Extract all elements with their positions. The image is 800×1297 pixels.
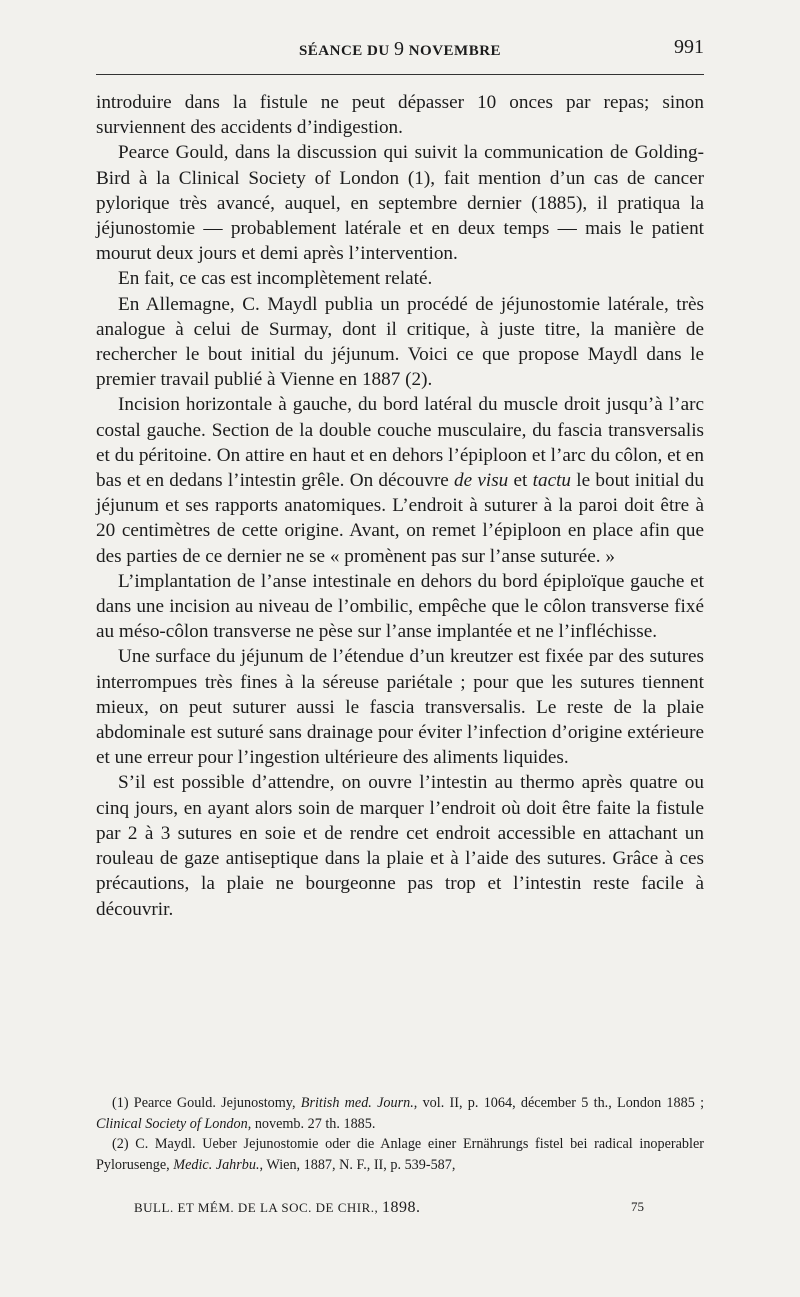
- footnote-1-part-a: (1) Pearce Gould. Jejunostomy,: [112, 1095, 301, 1111]
- paragraph-5-part-a: Incision horizontale à gauche, du bord latéral du muscle droit jusqu’à l’arc costal gauche. Section de la double couche musculaire, du fascia transversalis et du péritoine. On attire en haut et en dehors l’épiploon et l’arc du côlon, et en bas et en dedans l’intestin grêle. On découvre: [96, 394, 704, 492]
- footnotes: [96, 1093, 704, 1175]
- paragraph-5: [96, 392, 704, 568]
- paragraph-4: En Allemagne, C. Maydl publia un procédé de jéjunostomie latérale, très analogue à celui de Surmay, dont il critique, à juste titre, la manière de rechercher le bout initial du jéjunum. Voici ce que propose Maydl dans le premier travail publié à Vienne en 1887 (2).: [96, 293, 704, 391]
- footnote-2-part-a: (2) C. Maydl. Ueber Jejunostomie oder die Anlage einer Ernährungs fistel bei radical inoperabler Pylorusenge,: [96, 1136, 704, 1173]
- paragraph-5-part-c: le bout initial du jéjunum et ses rapports anatomiques. L’endroit à suturer à la paroi doit être à 20 centimètres de cette origine. Avant, on remet l’épiploon en place afin que des parties de ce dernier ne se « promènent pas sur l’anse suturée. »: [96, 470, 704, 567]
- header-title-suffix: NOVEMBRE: [404, 43, 502, 59]
- footnote-2-medic-jahrbu: Medic. Jahrbu.: [173, 1156, 260, 1173]
- header-title-day: 9: [393, 38, 405, 60]
- footer-journal: [134, 1199, 421, 1217]
- footnote-2-part-b: , Wien, 1887, N. F., II, p. 539-587,: [259, 1156, 456, 1173]
- paragraph-8: S’il est possible d’attendre, on ouvre l’intestin au thermo après quatre ou cinq jours, en ayant alors soin de marquer l’endroit où doit être faite la fistule par 2 à 3 sutures en soie et de rendre cet endroit accessible en attachant un rouleau de gaze antiseptique dans la plaie et à l’aide des sutures. Grâce à ces précautions, la plaie ne bourgeonne pas trop et l’intestin reste facile à découvrir.: [96, 772, 704, 920]
- paragraph-2: Pearce Gould, dans la discussion qui suivit la communication de Golding-Bird à la Clinical Society of London (1), fait mention d’un cas de cancer pylorique très avancé, auquel, en septembre dernier (1885), il pratiqua la jéjunostomie — probablement latérale et en deux temps — mais le patient mourut deux jours et demi après l’intervention.: [96, 142, 704, 265]
- header-title-prefix: SÉANCE DU: [298, 43, 394, 59]
- paragraph-1: introduire dans la fistule ne peut dépasser 10 onces par repas; sinon surviennent des accidents d’indigestion.: [96, 92, 704, 139]
- body-text: [96, 90, 704, 922]
- footnote-1-bmj: British med. Journ.: [300, 1095, 414, 1111]
- footnote-1-clinical-society: Clinical Society of London: [96, 1115, 248, 1132]
- paragraph-5-tactu: tactu: [532, 470, 572, 492]
- paragraph-6: L’implantation de l’anse intestinale en dehors du bord épiploïque gauche et dans une incision au niveau de l’ombilic, empêche que le côlon transverse fixé au méso-côlon transverse ne pèse sur l’anse implantée et ne l’infléchisse.: [96, 570, 704, 643]
- paragraph-5-de-visu: de visu: [454, 470, 509, 492]
- paragraph-3: En fait, ce cas est incomplètement relaté.: [118, 268, 433, 290]
- footer-year: 1898.: [382, 1199, 421, 1216]
- page-footer: [96, 1199, 704, 1219]
- page-number: 991: [674, 36, 704, 58]
- footnote-1-part-c: , novemb. 27 th. 1885.: [247, 1115, 376, 1132]
- footer-signature: 75: [631, 1199, 644, 1214]
- paragraph-7: Une surface du jéjunum de l’étendue d’un kreutzer est fixée par des sutures interrompues très fines à la séreuse pariétale ; pour que les sutures tiennent mieux, on peut suturer aussi le fascia transversalis. Le reste de la plaie abdominale est suturé sans drainage pour éviter l’infection d’origine extérieure et une erreur pour l’ingestion ultérieure des aliments liquides.: [96, 646, 704, 769]
- footnote-2: [96, 1134, 704, 1175]
- footnote-1-part-b: , vol. II, p. 1064, décember 5 th., London 1885 ;: [413, 1095, 705, 1111]
- footer-journal-name: BULL. ET MÉM. DE LA SOC. DE CHIR.,: [134, 1200, 383, 1215]
- header-rule: [96, 74, 704, 75]
- header-title: [96, 38, 704, 61]
- paragraph-5-part-b: et: [508, 470, 533, 492]
- running-header: [96, 36, 704, 64]
- footnote-1: [96, 1093, 704, 1134]
